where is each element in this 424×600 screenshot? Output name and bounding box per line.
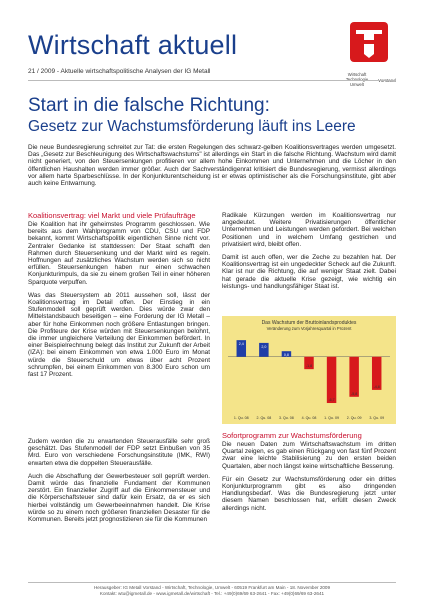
logo-caption-line3: Umwelt <box>350 82 364 88</box>
logo-caption-line1: Wirtschaft <box>347 72 367 77</box>
footer <box>28 585 396 597</box>
chart-bar <box>327 357 336 403</box>
right-column-bottom <box>222 432 396 518</box>
chart-value-label: -1,8 <box>305 364 313 369</box>
chart-value-label: 0,8 <box>283 353 289 358</box>
chart-value-label: -5,8 <box>351 391 358 396</box>
section-heading-koalitionsvertrag: Koalitionsvertrag: viel Markt und viele Prüfaufträge <box>28 211 196 220</box>
left-column <box>28 212 210 384</box>
logo-mark-bar <box>359 40 379 44</box>
header-divider <box>28 80 396 81</box>
article-headline: Start in die falsche Richtung: <box>28 95 270 116</box>
chart-category-label: 3. Qu. 08 <box>279 416 294 420</box>
footer-divider <box>28 582 396 583</box>
paragraph: Radikale Kürzungen werden im Koalitionsvertrag nur angedeutet. Weitere Privatisierungen öffentlicher Unternehmen und Leistungen werden gefordert. Bei welchen Positionen und in welchem Umfang gestrichen und privatisiert wird, bleibt offen. <box>222 212 396 248</box>
chart-bar <box>349 357 358 397</box>
paragraph: Was das Steuersystem ab 2011 aussehen soll, lässt der Koalitionsvertrag im Detail offen. Der Einstieg in ein Stufenmodell soll geprüft werden. Dies würde zwar den Mittelstandsbauch beseitigen – eine Forderung der IG Metall – aber für hohe Einkommen noch größere Entlastungen bringen. Die Profiteure der Krise würden mit Steuersenkungen belohnt, die immer ungleichere Verteilung der Einkommen befördert. In einer Beispielrechnung belegt das Institut zur Zukunft der Arbeit (IZA): bei einem Einkommen von etwa 1.000 Euro im Monat würde die Steuerschuld um etwas über acht Prozent schrumpfen, bei einem Einkommen von 8.300 Euro schon um fast 17 Prozent. <box>28 291 210 379</box>
issue-line: 21 / 2009 - Aktuelle wirtschaftspolitische Analysen der IG Metall <box>28 68 211 75</box>
chart-title: Das Wachstum der Bruttoinlandsproduktes <box>261 320 357 326</box>
paragraph: Für ein Gesetz zur Wachstumsförderung oder ein drittes Konjunkturprogramm gibt es also dringenden Handlungsbedarf. Was die Bundesregierung jetzt unter diesem Namen beschlossen hat, erfüllt diesen Zweck allerdings nicht. <box>222 475 396 512</box>
section-heading-sofortprogramm: Sofortprogramm zur Wachstumsförderung <box>222 431 362 440</box>
paragraph: Die neuen Daten zum Wirtschaftswachstum im dritten Quartal zeigen, es gab einen Rückgang von fast fünf Prozent zwar eine leichte Stabilisierung zu den ersten beiden Quartalen, aber noch längst keine wirtschaftliche Besserung. <box>222 441 396 470</box>
masthead-title: Wirtschaft aktuell <box>28 30 238 60</box>
chart-value-label: -4,8 <box>373 384 380 389</box>
chart-value-label: 2,0 <box>261 344 267 349</box>
chart-category-label: 3. Qu. 09 <box>369 416 385 420</box>
paragraph: Auch die Abschaffung der Gewerbesteuer soll geprüft werden. Damit würde das finanzielle Fundament der Kommunen zerstört. Ein finanzieller Zugriff auf die Einkommensteuer und die Körperschaftsteuer sind dafür kein Ersatz, da er es sich hierbei vollständig um Gewerbeeinnahmen handelt. Die Krise würde so zu einem noch größeren finanziellen Desaster für die Kommunen. Bereits jetzt prognostizieren sie für die Kommunen <box>28 472 210 524</box>
chart-category-label: 2. Qu. 08 <box>256 416 272 420</box>
footer-line2: Kontakt: wtu@igmetall.de - www.igmetall.de/wirtschaft - Tel.: +49(0)69/69 63-2641 - Fax: +49(0)69/69 63-2641 <box>99 591 325 596</box>
right-column <box>222 212 396 296</box>
footer-line1: Herausgeber: IG Metall Vorstand - Wirtschaft, Technologie, Umwelt - 60519 Frankfurt am Main - 18. November 2009 <box>93 585 331 590</box>
chart-category-label: 1. Qu. 09 <box>324 416 339 420</box>
left-column-bottom <box>28 438 210 529</box>
paragraph: Damit ist auch offen, wer die Zeche zu bezahlen hat. Der Koalitionsvertrag ist ein ungedeckter Scheck auf die Zukunft. Klar ist nur die Richtung, die auf weniger Staat zielt. Dabei hat gerade die aktuelle Krise gezeigt, wie wichtig ein leistungs- und handlungsfähiger Staat ist. <box>222 254 396 290</box>
paragraph: Zudem werden die zu erwartenden Steuerausfälle sehr groß geschätzt. Das Stufenmodell der FDP setzt Einbußen von 35 Mrd. Euro von verschiedene Forschungsinstitute (IMK, RWI) erwarten etwa die doppelten Steuerausfälle. <box>28 438 210 467</box>
paragraph: Die Koalition hat ihr geheimstes Programm geschlossen. Wie bereits aus dem Wahlprogramm von CDU, CSU und FDP bekannt, kommt Wirtschaftspolitik eigentlichen Sinne nicht vor. Zentraler Gedanke ist stattdessen: Der Staat schafft den Rahmen durch Steuersenkung und der Markt wird es regeln. Hoffnungen auf zusätzliches Wachstum werden sich so nicht erfüllen. Steuersenkungen haben nur einen schwachen Konjunkturimpuls, da sie zu einem großen Teil in einer höheren Sparquote verpuffen. <box>28 221 210 286</box>
chart-value-label: -6,7 <box>328 398 335 403</box>
chart-category-label: 2. Qu. 09 <box>346 416 362 420</box>
article-intro: Die neue Bundesregierung schreitet zur Tat: die ersten Regelungen des schwarz-gelben Koalitionsvertrages werden umgesetzt. Das „Gesetz zur Beschleunigung des Wirtschaftswachstums" ist allerdings ein Start in die falsche Richtung. Wachstum wird damit nicht generiert, von den Steuersenkungen profitieren vor allem hohe Einkommen und Unternehmen und die Löcher in den öffentlichen Haushalten werden immer größer. Auch der Sachverständigenrat kritisiert die Bundesregierung, vermisst allerdings vor allem harte Sparbeschlüsse. In der Konjunkturentscheidung ist er etwas optimistischer als die Forschungsinstitute, gibt aber auch keine Entwarnung. <box>28 144 396 188</box>
chart-value-label: 2,4 <box>238 342 244 347</box>
article-subheadline: Gesetz zur Wachstumsförderung läuft ins Leere <box>28 118 356 135</box>
chart-category-label: 1. Qu. 08 <box>233 416 249 420</box>
ig-metall-logo <box>340 20 398 70</box>
chart-subtitle: Veränderung zum Vorjahresquartal in Prozent <box>266 326 352 331</box>
gdp-growth-chart <box>222 316 396 424</box>
chart-background <box>222 316 396 424</box>
chart-category-label: 4. Qu. 08 <box>301 416 317 420</box>
